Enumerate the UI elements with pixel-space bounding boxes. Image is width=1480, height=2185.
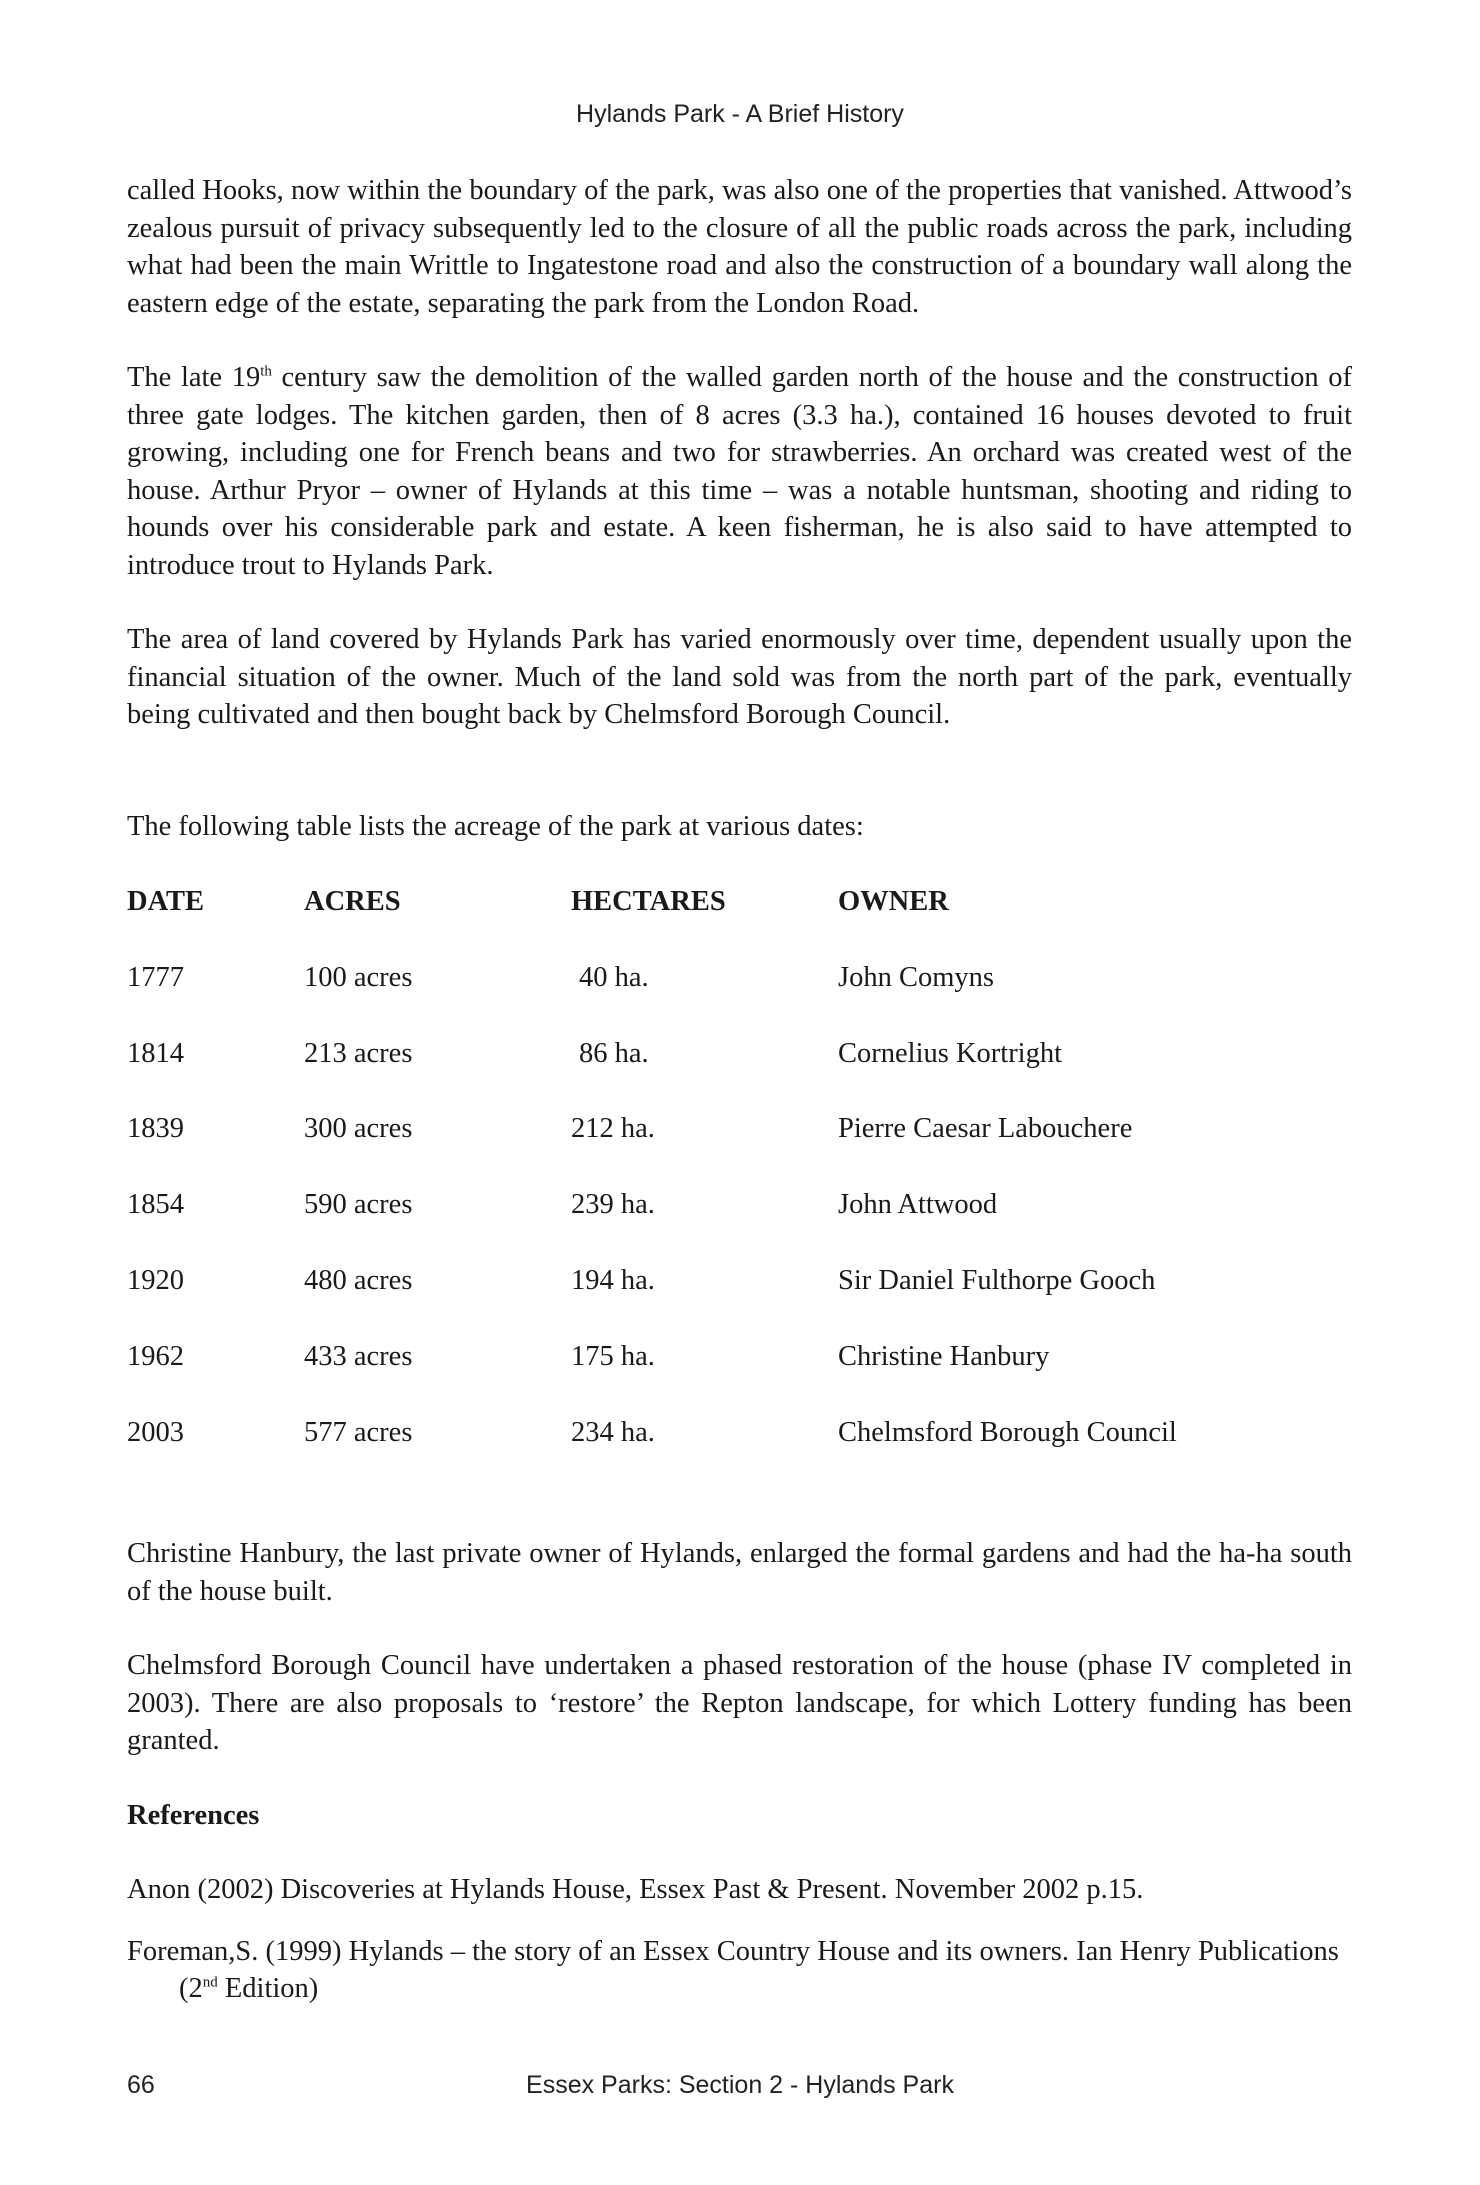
cell-owner: Christine Hanbury: [838, 1340, 1050, 1372]
cell-owner: John Attwood: [838, 1189, 998, 1221]
table-intro: The following table lists the acreage of the park at various dates:: [127, 810, 864, 842]
paragraph-land-area: The area of land covered by Hylands Park has varied enormously over time, dependent usually upon the financial situation of the owner. Much of the land sold was from the north part of the park, eventually being cultivated and then bought back by Chelmsford Borough Council.: [127, 624, 1352, 730]
header-hectares: HECTARES: [571, 886, 726, 917]
paragraph-19th-century-start: The late 19: [127, 362, 261, 393]
cell-acres: 100 acres: [304, 961, 413, 993]
cell-acres: 577 acres: [304, 1416, 413, 1448]
cell-hectares: 175 ha.: [571, 1340, 655, 1372]
cell-date: 1777: [127, 961, 184, 993]
cell-owner: Sir Daniel Fulthorpe Gooch: [838, 1264, 1156, 1296]
cell-hectares: 40 ha.: [579, 961, 649, 993]
cell-owner: Chelmsford Borough Council: [838, 1416, 1177, 1448]
cell-hectares: 194 ha.: [571, 1264, 655, 1296]
table-row: [127, 959, 1352, 1035]
superscript-nd: nd: [202, 1974, 218, 1991]
paragraph-restoration: Chelmsford Borough Council have undertaken a phased restoration of the house (phase IV completed in 2003). There are also proposals to ‘restore’ the Repton landscape, for which Lottery funding has been granted.: [127, 1650, 1352, 1757]
table-row: [127, 1110, 1352, 1186]
cell-date: 1854: [127, 1189, 184, 1221]
reference-foreman-text: Foreman,S. (1999) Hylands – the story of an Essex Country House and its owners. Ian Henry Publications (2: [127, 1935, 1339, 2005]
header-owner: OWNER: [838, 886, 949, 917]
page-content: [127, 172, 1352, 2032]
cell-date: 1962: [127, 1340, 184, 1372]
reference-anon-2002: Anon (2002) Discoveries at Hylands House, Essex Past & Present. November 2002 p.15.: [127, 1874, 1144, 1906]
running-header: Hylands Park - A Brief History: [576, 100, 904, 128]
cell-hectares: 239 ha.: [571, 1189, 655, 1221]
paragraph-hooks: called Hooks, now within the boundary of the park, was also one of the properties that vanished. Attwood’s zealous pursuit of privacy subsequently led to the closure of all the public roads across the park, including what had been the main Writtle to Ingatestone road and also the construction of a boundary wall along the eastern edge of the estate, separating the park from the London Road.: [127, 175, 1352, 319]
cell-owner: John Comyns: [838, 961, 994, 993]
table-header-row: [127, 883, 1352, 959]
cell-acres: 480 acres: [304, 1264, 413, 1296]
cell-date: 1920: [127, 1264, 184, 1296]
footer-title: Essex Parks: Section 2 - Hylands Park: [526, 2071, 954, 2099]
superscript-th: th: [260, 363, 272, 380]
table-row: [127, 1035, 1352, 1111]
cell-date: 1814: [127, 1037, 184, 1069]
paragraph-19th-century: [127, 359, 1352, 584]
cell-hectares: 234 ha.: [571, 1416, 655, 1448]
cell-owner: Cornelius Kortright: [838, 1037, 1063, 1069]
paragraph-19th-century-rest: century saw the demolition of the walled garden north of the house and the construction of three gate lodges. The kitchen garden, then of 8 acres (3.3 ha.), contained 16 houses devoted to fruit growing, including one for French beans and two for strawberries. An orchard was created west of the house. Arthur Pryor – owner of Hylands at this time – was a notable huntsman, shooting and riding to hounds over his considerable park and estate. A keen fisherman, he is also said to have attempted to introduce trout to Hylands Park.: [127, 362, 1352, 581]
cell-acres: 433 acres: [304, 1340, 413, 1372]
reference-foreman-1999: [127, 1933, 1352, 2008]
references-heading: References: [127, 1799, 260, 1831]
cell-acres: 213 acres: [304, 1037, 413, 1069]
cell-hectares: 212 ha.: [571, 1113, 655, 1145]
cell-date: 2003: [127, 1416, 184, 1448]
cell-acres: 300 acres: [304, 1113, 413, 1145]
cell-hectares: 86 ha.: [579, 1037, 649, 1069]
header-date: DATE: [127, 886, 205, 917]
table-row: [127, 1186, 1352, 1262]
acreage-table: [127, 883, 1352, 1489]
table-row: [127, 1338, 1352, 1414]
page-number: 66: [127, 2071, 155, 2099]
cell-date: 1839: [127, 1113, 184, 1145]
paragraph-christine-hanbury: Christine Hanbury, the last private owner of Hylands, enlarged the formal gardens and had the ha-ha south of the house built.: [127, 1538, 1352, 1607]
reference-foreman-edition: Edition): [217, 1973, 319, 2005]
cell-acres: 590 acres: [304, 1189, 413, 1221]
table-row: [127, 1262, 1352, 1338]
table-row: [127, 1414, 1352, 1490]
header-acres: ACRES: [304, 886, 401, 917]
cell-owner: Pierre Caesar Labouchere: [838, 1113, 1133, 1145]
